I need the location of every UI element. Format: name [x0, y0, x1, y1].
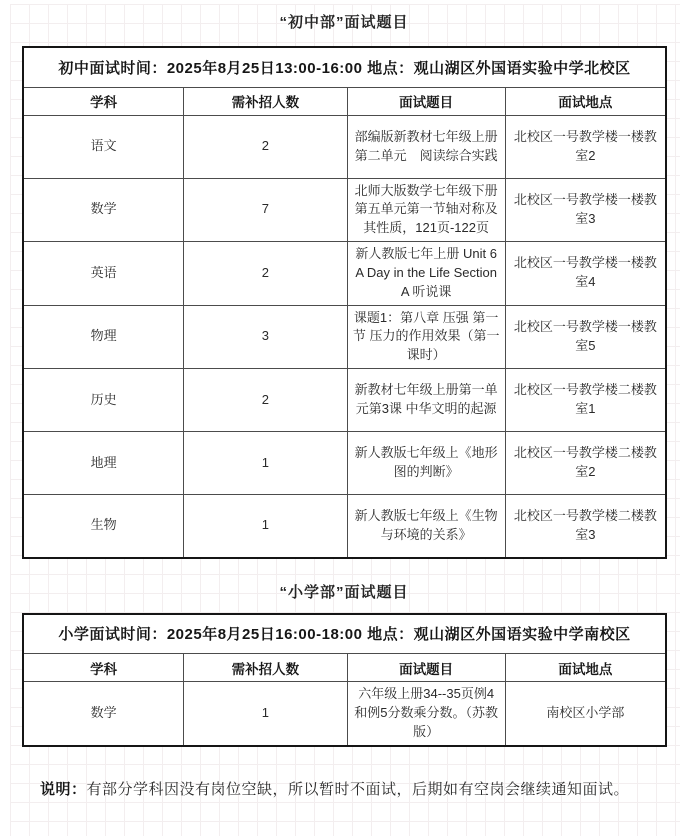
table-row-primary-math [23, 682, 666, 746]
table-row-biology [23, 495, 666, 558]
count-cell: 3 [184, 305, 347, 369]
location-cell: 北校区一号教学楼二楼教室3 [505, 495, 666, 558]
location-cell: 北校区一号教学楼一楼教室2 [505, 115, 666, 178]
table-row-physics [23, 305, 666, 369]
subject-cell: 历史 [23, 369, 184, 432]
table-row-english [23, 242, 666, 306]
count-cell: 7 [184, 178, 347, 242]
table-header-band-row [23, 614, 666, 654]
topic-cell: 新人教版七年级上《生物与环境的关系》 [347, 495, 505, 558]
column-header-topic: 面试题目 [347, 87, 505, 115]
count-cell: 1 [184, 495, 347, 558]
subject-cell: 物理 [23, 305, 184, 369]
column-header-subject: 学科 [23, 87, 184, 115]
column-header-location: 面试地点 [505, 87, 666, 115]
column-header-location: 面试地点 [505, 654, 666, 682]
column-header-row [23, 87, 666, 115]
topic-cell: 课题1：第八章 压强 第一节 压力的作用效果（第一课时） [347, 305, 505, 369]
explanation-note [10, 773, 676, 808]
count-cell: 1 [184, 682, 347, 746]
topic-cell: 部编版新教材七年级上册第二单元 阅读综合实践 [347, 115, 505, 178]
column-header-row [23, 654, 666, 682]
column-header-count: 需补招人数 [184, 87, 347, 115]
topic-cell: 新人教版七年上册 Unit 6 A Day in the Life Section A 听说课 [347, 242, 505, 306]
subject-cell: 地理 [23, 432, 184, 495]
column-header-topic: 面试题目 [347, 654, 505, 682]
location-cell: 北校区一号教学楼一楼教室5 [505, 305, 666, 369]
table-row-geography [23, 432, 666, 495]
note-label: 说明： [40, 780, 87, 798]
count-cell: 2 [184, 115, 347, 178]
location-cell: 北校区一号教学楼二楼教室1 [505, 369, 666, 432]
count-cell: 1 [184, 432, 347, 495]
topic-cell: 新人教版七年级上《地形图的判断》 [347, 432, 505, 495]
location-cell: 北校区一号教学楼一楼教室3 [505, 178, 666, 242]
count-cell: 2 [184, 242, 347, 306]
middle-school-section-title: “初中部”面试题目 [279, 14, 409, 31]
table-row-history [23, 369, 666, 432]
subject-cell: 数学 [23, 178, 184, 242]
topic-cell: 六年级上册34--35页例4和例5分数乘分数。（苏教版） [347, 682, 505, 746]
subject-cell: 生物 [23, 495, 184, 558]
primary-school-section-title: “小学部”面试题目 [279, 583, 409, 601]
count-cell: 2 [184, 369, 347, 432]
column-header-subject: 学科 [23, 654, 184, 682]
subject-cell: 数学 [23, 682, 184, 746]
location-cell: 北校区一号教学楼一楼教室4 [505, 242, 666, 306]
topic-cell: 北师大版数学七年级下册第五单元第一节轴对称及其性质，121页-122页 [347, 178, 505, 242]
location-cell: 南校区小学部 [505, 682, 666, 746]
primary-school-interview-table [22, 613, 667, 747]
middle-school-interview-table [22, 46, 667, 559]
column-header-count: 需补招人数 [184, 654, 347, 682]
table-row-math [23, 178, 666, 242]
location-cell: 北校区一号教学楼二楼教室2 [505, 432, 666, 495]
subject-cell: 语文 [23, 115, 184, 178]
table-row-chinese [23, 115, 666, 178]
table-header-band-row [23, 47, 666, 87]
subject-cell: 英语 [23, 242, 184, 306]
topic-cell: 新教材七年级上册第一单元第3课 中华文明的起源 [347, 369, 505, 432]
note-text: 有部分学科因没有岗位空缺，所以暂时不面试，后期如有空岗会继续通知面试。 [86, 780, 630, 798]
interview-time-location-band: 小学面试时间：2025年8月25日16:00-18:00 地点：观山湖区外国语实验中学南校区 [23, 614, 666, 654]
interview-time-location-band: 初中面试时间：2025年8月25日13:00-16:00 地点：观山湖区外国语实验中学北校区 [23, 47, 666, 87]
